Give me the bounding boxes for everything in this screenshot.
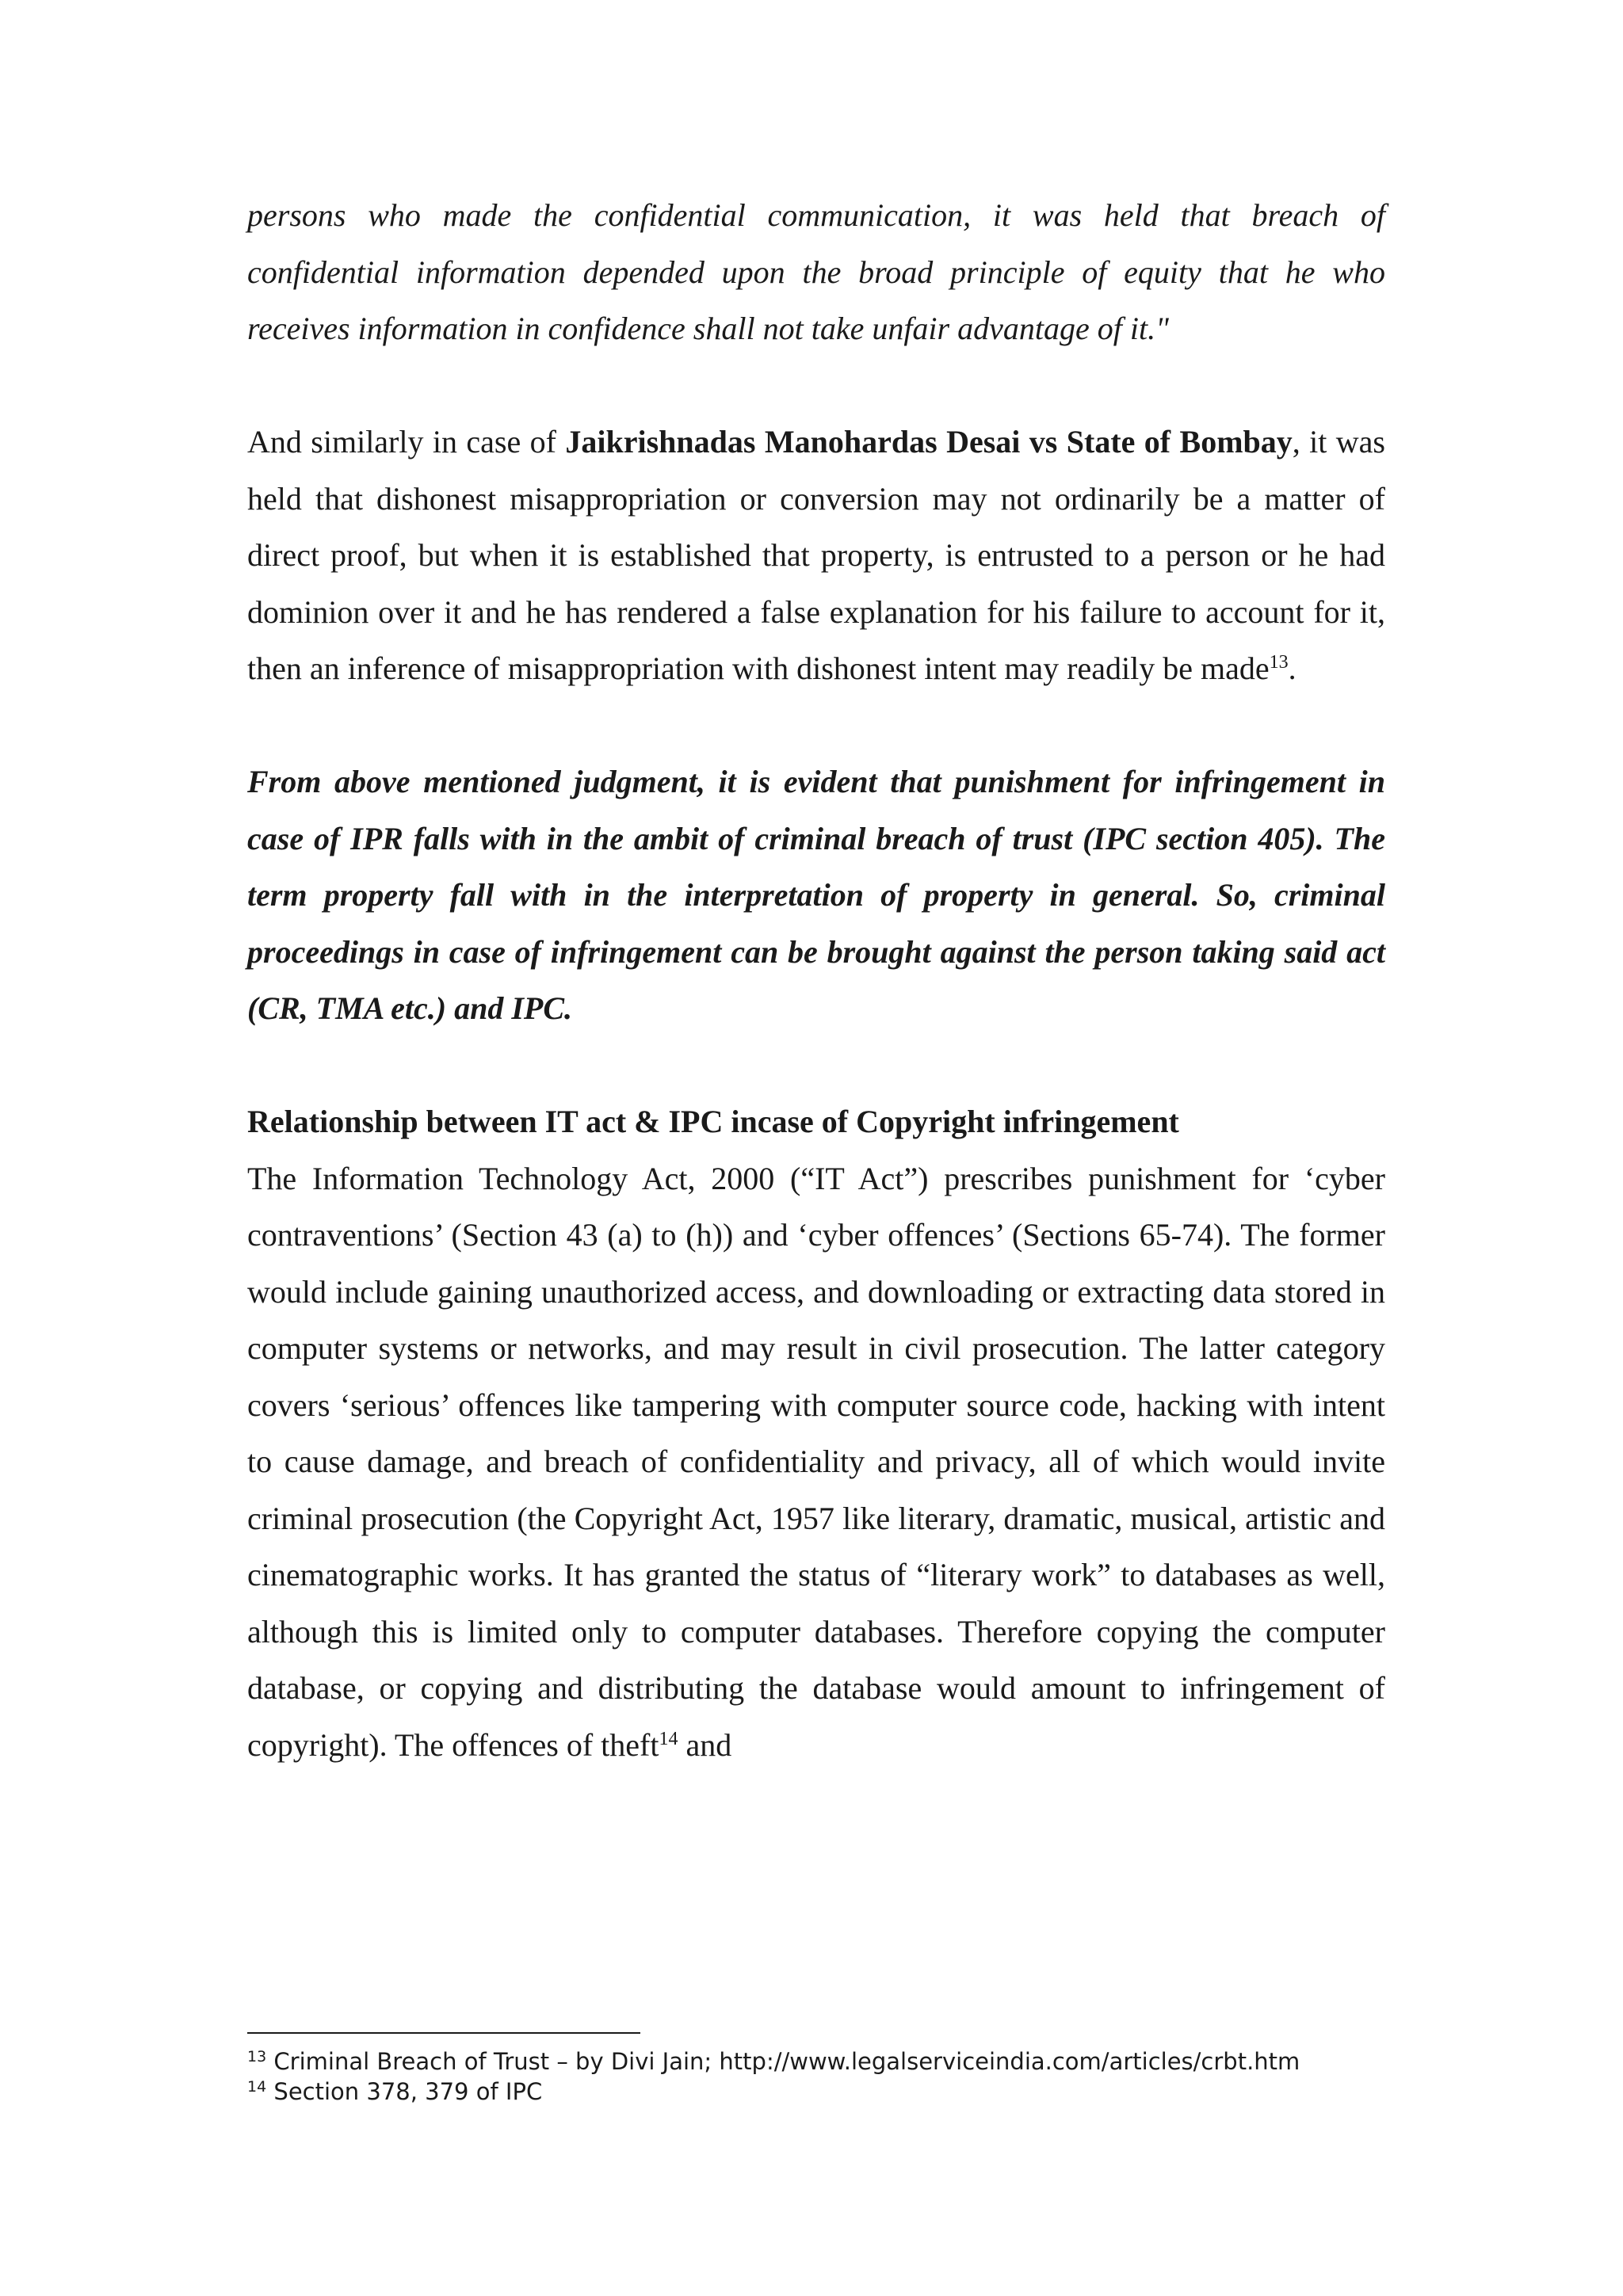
- case-paragraph: [247, 414, 1385, 697]
- case-paragraph-tail: .: [1288, 650, 1296, 686]
- footnote-14: [247, 2077, 1436, 2107]
- quote-paragraph: persons who made the confidential communication, it was held that breach of confidential information depended upon the broad principle of equity that he who receives information in confidence shall not take unfair advantage of it.": [247, 197, 1385, 346]
- paragraph-gap: [247, 1037, 1385, 1094]
- emphasis-paragraph: From above mentioned judgment, it is evident that punishment for infringement in case of IPR falls with in the ambit of criminal breach of trust (IPC section 405). The term property fall with in the interpretation of property in general. So, criminal proceedings in case of infringement can be brought against the person taking said act (CR, TMA etc.) and IPC.: [247, 764, 1385, 1026]
- footnote-text: Criminal Breach of Trust – by Divi Jain; http://www.legalserviceindia.com/articles/crbt.htm: [266, 2048, 1300, 2075]
- case-name: Jaikrishnadas Manohardas Desai vs State of Bombay: [565, 424, 1293, 460]
- footnote-separator: [247, 2032, 640, 2034]
- footnote-13: [247, 2046, 1436, 2077]
- case-paragraph-body: , it was held that dishonest misappropriation or conversion may not ordinarily be a matter of direct proof, but when it is established that property, is entrusted to a person or he had dominion over it and he has rendered a false explanation for his failure to account for it, then an inference of misappropriation with dishonest intent may readily be made: [247, 424, 1385, 686]
- it-act-paragraph-body: The Information Technology Act, 2000 (“IT Act”) prescribes punishment for ‘cyber contraventions’ (Section 43 (a) to (h)) and ‘cyber offences’ (Sections 65-74). The former would include gaining unauthorized access, and downloading or extracting data stored in computer systems or networks, and may result in civil prosecution. The latter category covers ‘serious’ offences like tampering with computer source code, hacking with intent to cause damage, and breach of confidentiality and privacy, all of which would invite criminal prosecution (the Copyright Act, 1957 like literary, dramatic, musical, artistic and cinematographic works. It has granted the status of “literary work” to databases as well, although this is limited only to computer databases. Therefore copying the computer database, or copying and distributing the database would amount to infringement of copyright). The offences of theft: [247, 1160, 1385, 1763]
- paragraph-gap: [247, 697, 1385, 754]
- footnote-text: Section 378, 379 of IPC: [266, 2078, 543, 2105]
- footnote-ref-13[interactable]: 13: [1269, 652, 1289, 673]
- footnote-ref-14[interactable]: 14: [659, 1728, 678, 1749]
- footnote-number: 14: [247, 2078, 267, 2096]
- it-act-paragraph-tail: and: [678, 1726, 732, 1763]
- footnotes: [247, 2046, 1436, 2107]
- section-heading: Relationship between IT act & IPC incase of Copyright infringement: [247, 1104, 1179, 1139]
- document-body: [247, 187, 1385, 1773]
- paragraph-gap: [247, 357, 1385, 414]
- footnote-number: 13: [247, 2048, 267, 2065]
- it-act-paragraph: [247, 1150, 1385, 1774]
- case-paragraph-lead: And similarly in case of: [247, 424, 566, 460]
